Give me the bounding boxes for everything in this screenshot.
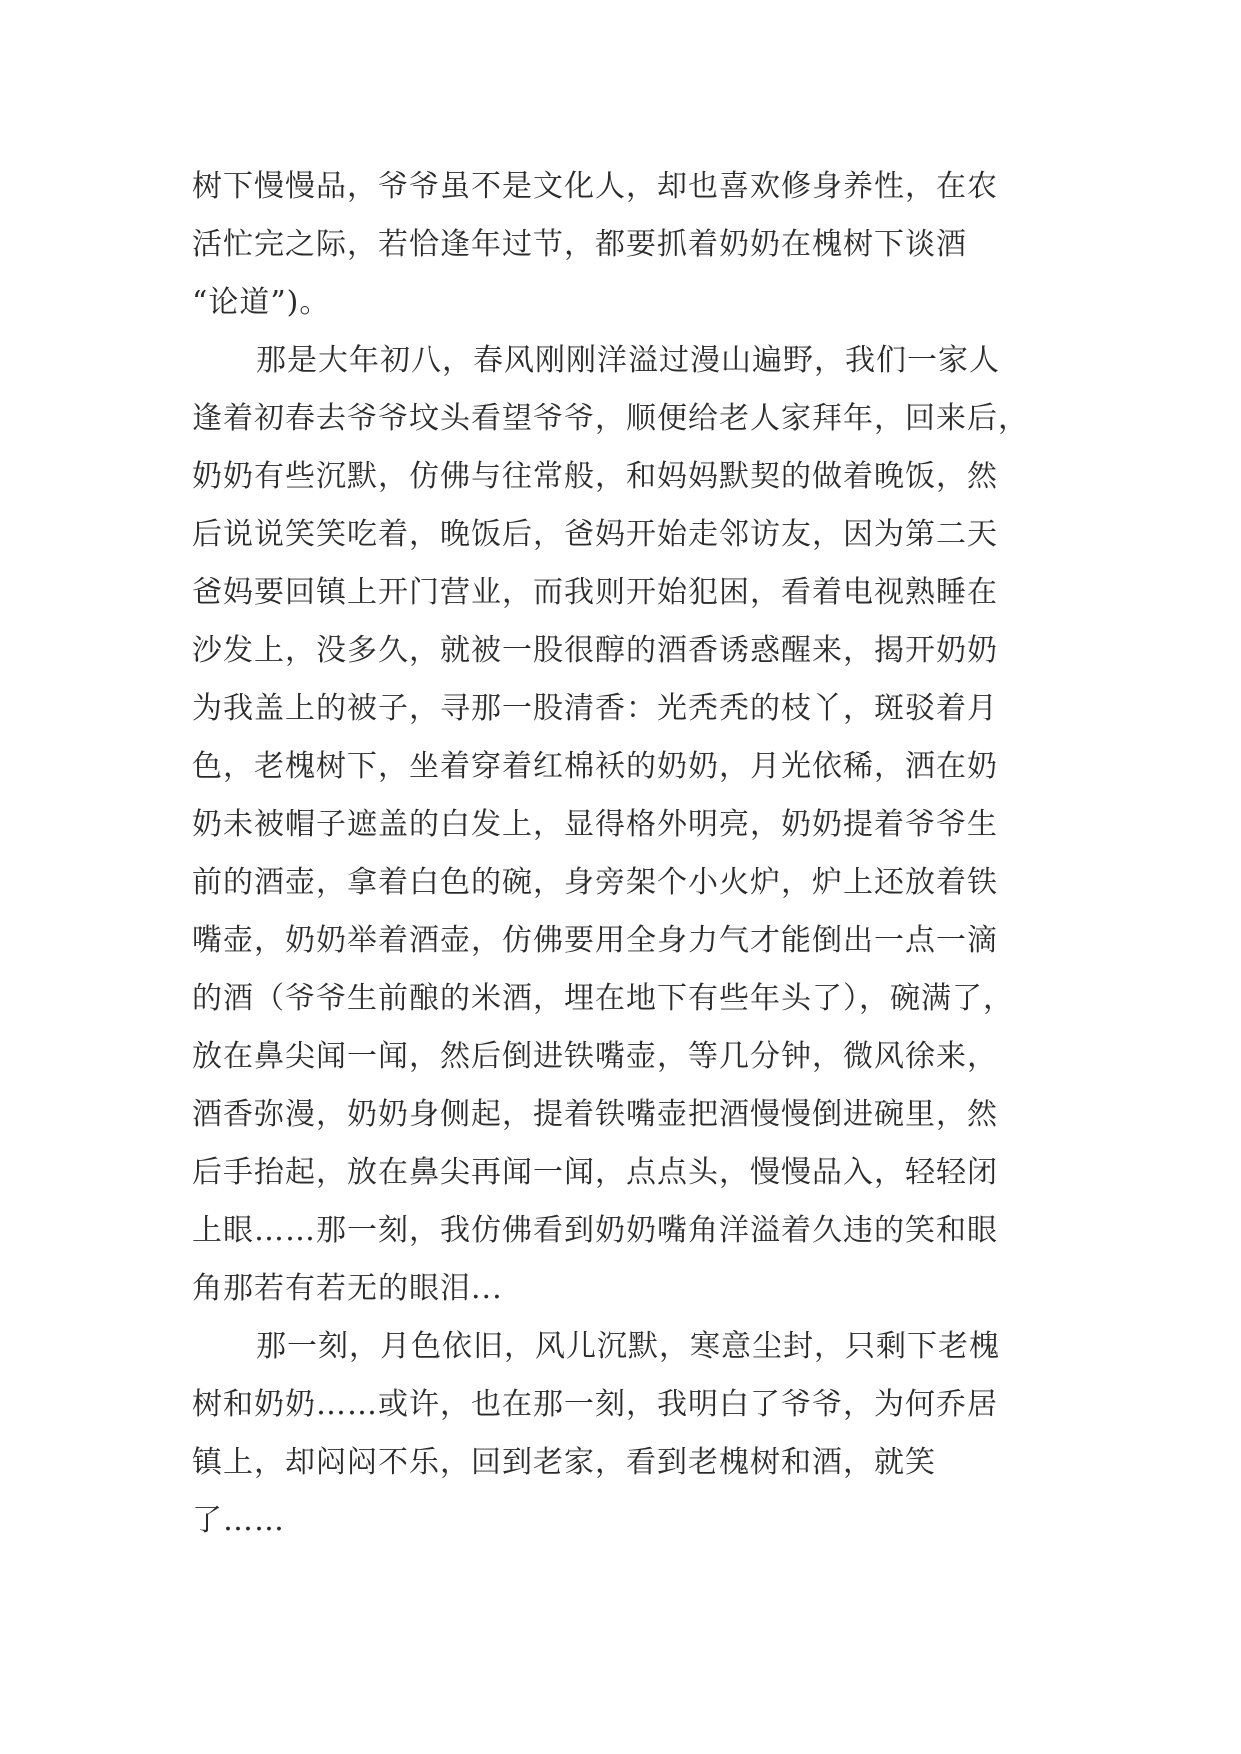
text-line: 树和奶奶……或许，也在那一刻，我明白了爷爷，为何乔居 [192,1387,998,1422]
text-line: 逢着初春去爷爷坟头看望爷爷，顺便给老人家拜年，回来后， [192,401,1029,436]
text-line: “论道”)。 [192,285,331,320]
text-line: 树下慢慢品，爷爷虽不是文化人，却也喜欢修身养性，在农 [192,169,998,204]
paragraph [192,158,1064,332]
text-line: 后说说笑笑吃着，晚饭后，爸妈开始走邻访友，因为第二天 [192,517,998,552]
text-line: 活忙完之际，若恰逢年过节，都要抓着奶奶在槐树下谈酒 [192,227,967,262]
text-line: 上眼……那一刻，我仿佛看到奶奶嘴角洋溢着久违的笑和眼 [192,1213,998,1248]
paragraph [192,1318,1064,1550]
text-line: 放在鼻尖闻一闻，然后倒进铁嘴壶，等几分钟，微风徐来， [192,1039,998,1074]
text-line: 前的酒壶，拿着白色的碗，身旁架个小火炉，炉上还放着铁 [192,865,998,900]
text-line: 的酒（爷爷生前酿的米酒，埋在地下有些年头了），碗满了， [192,981,1014,1016]
text-line: 爸妈要回镇上开门营业，而我则开始犯困，看着电视熟睡在 [192,575,998,610]
text-line: 镇上，却闷闷不乐，回到老家，看到老槐树和酒，就笑 [192,1445,936,1480]
text-line: 嘴壶，奶奶举着酒壶，仿佛要用全身力气才能倒出一点一滴 [192,923,998,958]
text-line: 色，老槐树下，坐着穿着红棉袄的奶奶，月光依稀，洒在奶 [192,749,998,784]
text-line: 那是大年初八，春风刚刚洋溢过漫山遍野，我们一家人 [256,343,1000,378]
text-line: 那一刻，月色依旧，风儿沉默，寒意尘封，只剩下老槐 [256,1329,1000,1364]
text-line: 酒香弥漫，奶奶身侧起，提着铁嘴壶把酒慢慢倒进碗里，然 [192,1097,998,1132]
text-line: 后手抬起，放在鼻尖再闻一闻，点点头，慢慢品入，轻轻闭 [192,1155,998,1190]
text-line: 为我盖上的被子，寻那一股清香：光秃秃的枝丫，斑驳着月 [192,691,998,726]
text-line: 奶奶有些沉默，仿佛与往常般，和妈妈默契的做着晚饭，然 [192,459,998,494]
text-line: 奶未被帽子遮盖的白发上，显得格外明亮，奶奶提着爷爷生 [192,807,998,842]
text-line: 沙发上，没多久，就被一股很醇的酒香诱惑醒来，揭开奶奶 [192,633,998,668]
text-line: 了…… [192,1503,285,1538]
text-line: 角那若有若无的眼泪... [192,1271,503,1306]
paragraph [192,332,1064,1318]
document-body [192,158,1064,1550]
